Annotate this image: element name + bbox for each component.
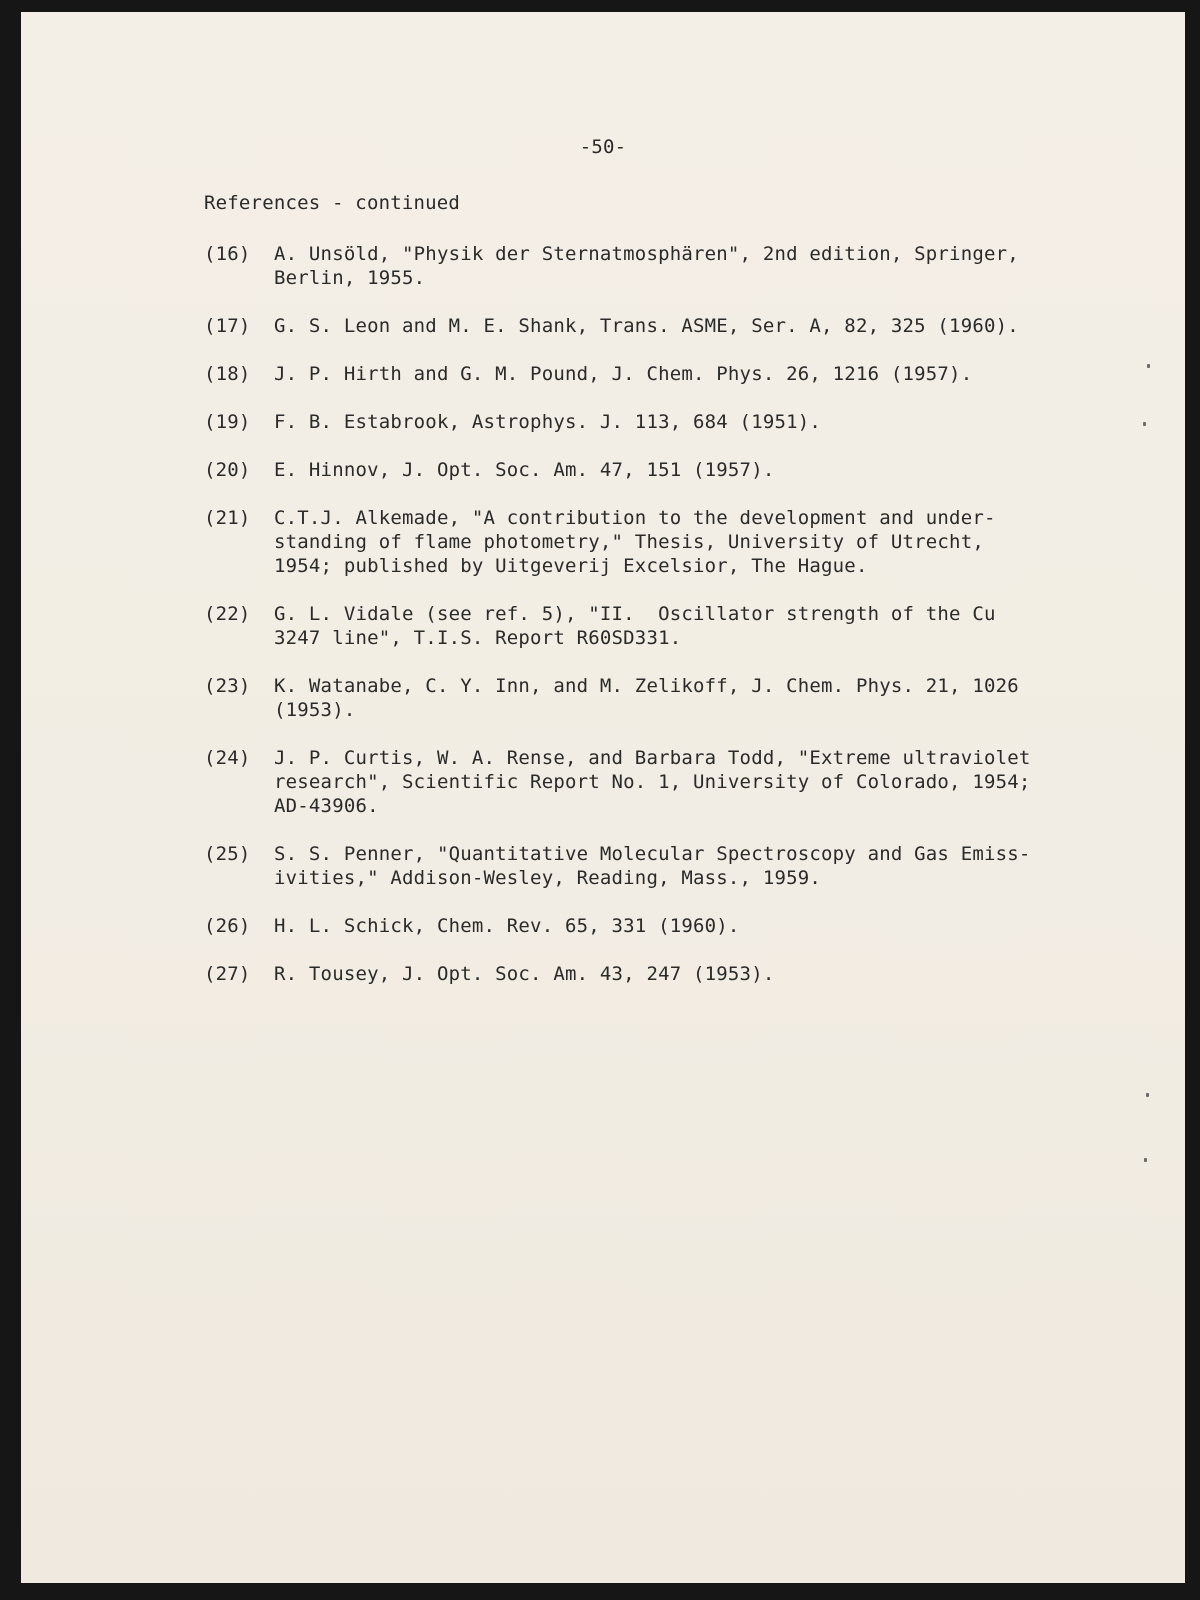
reference-line: C.T.J. Alkemade, "A contribution to the development and under- xyxy=(274,507,996,529)
reference-text: E. Hinnov, J. Opt. Soc. Am. 47, 151 (1957). xyxy=(274,459,775,481)
reference-number: (17) xyxy=(204,315,251,337)
section-heading: References - continued xyxy=(204,192,461,214)
reference-number: (20) xyxy=(204,459,251,481)
reference-number: (24) xyxy=(204,747,251,769)
scan-speck xyxy=(1146,1093,1149,1097)
reference-text: F. B. Estabrook, Astrophys. J. 113, 684 (1951). xyxy=(274,411,822,433)
reference-item xyxy=(204,746,1064,818)
scan-speck xyxy=(1144,1158,1147,1162)
reference-text xyxy=(274,842,1064,890)
reference-line: 3247 line", T.I.S. Report R60SD331. xyxy=(274,627,682,649)
reference-number: (16) xyxy=(204,243,251,265)
reference-text: J. P. Hirth and G. M. Pound, J. Chem. Phys. 26, 1216 (1957). xyxy=(274,363,973,385)
scan-speck xyxy=(1143,422,1146,426)
reference-line: A. Unsöld, "Physik der Sternatmosphären", 2nd edition, Springer, xyxy=(274,243,1019,265)
reference-text xyxy=(274,602,1064,650)
reference-line: Berlin, 1955. xyxy=(274,267,426,289)
reference-item xyxy=(204,242,1064,290)
reference-item xyxy=(204,842,1064,890)
reference-number: (21) xyxy=(204,507,251,529)
reference-number: (19) xyxy=(204,411,251,433)
reference-number: (26) xyxy=(204,915,251,937)
reference-line: standing of flame photometry," Thesis, University of Utrecht, xyxy=(274,531,984,553)
reference-item xyxy=(204,506,1064,578)
reference-text: G. S. Leon and M. E. Shank, Trans. ASME, Ser. A, 82, 325 (1960). xyxy=(274,315,1019,337)
reference-item xyxy=(204,602,1064,650)
reference-number: (27) xyxy=(204,963,251,985)
reference-line: K. Watanabe, C. Y. Inn, and M. Zelikoff, J. Chem. Phys. 21, 1026 xyxy=(274,675,1019,697)
reference-text xyxy=(274,746,1064,818)
reference-item xyxy=(204,362,1064,386)
reference-line: 1954; published by Uitgeverij Excelsior, The Hague. xyxy=(274,555,868,577)
document-page xyxy=(21,12,1185,1583)
reference-line: (1953). xyxy=(274,699,356,721)
reference-item xyxy=(204,914,1064,938)
reference-number: (22) xyxy=(204,603,251,625)
reference-item xyxy=(204,962,1064,986)
reference-number: (25) xyxy=(204,843,251,865)
page-number: -50- xyxy=(579,136,627,158)
reference-text: R. Tousey, J. Opt. Soc. Am. 43, 247 (1953). xyxy=(274,963,775,985)
reference-text: H. L. Schick, Chem. Rev. 65, 331 (1960). xyxy=(274,915,740,937)
reference-text xyxy=(274,674,1064,722)
reference-item xyxy=(204,458,1064,482)
reference-item xyxy=(204,410,1064,434)
reference-line: ivities," Addison-Wesley, Reading, Mass., 1959. xyxy=(274,867,822,889)
reference-item xyxy=(204,314,1064,338)
reference-line: S. S. Penner, "Quantitative Molecular Spectroscopy and Gas Emiss- xyxy=(274,843,1031,865)
reference-number: (23) xyxy=(204,675,251,697)
reference-text xyxy=(274,506,1064,578)
reference-line: J. P. Curtis, W. A. Rense, and Barbara Todd, "Extreme ultraviolet xyxy=(274,747,1031,769)
scan-speck xyxy=(1147,364,1150,368)
reference-line: G. L. Vidale (see ref. 5), "II. Oscillator strength of the Cu xyxy=(274,603,996,625)
reference-text xyxy=(274,242,1064,290)
reference-line: research", Scientific Report No. 1, University of Colorado, 1954; xyxy=(274,771,1031,793)
reference-number: (18) xyxy=(204,363,251,385)
reference-item xyxy=(204,674,1064,722)
reference-list xyxy=(204,242,1064,1010)
reference-line: AD-43906. xyxy=(274,795,379,817)
